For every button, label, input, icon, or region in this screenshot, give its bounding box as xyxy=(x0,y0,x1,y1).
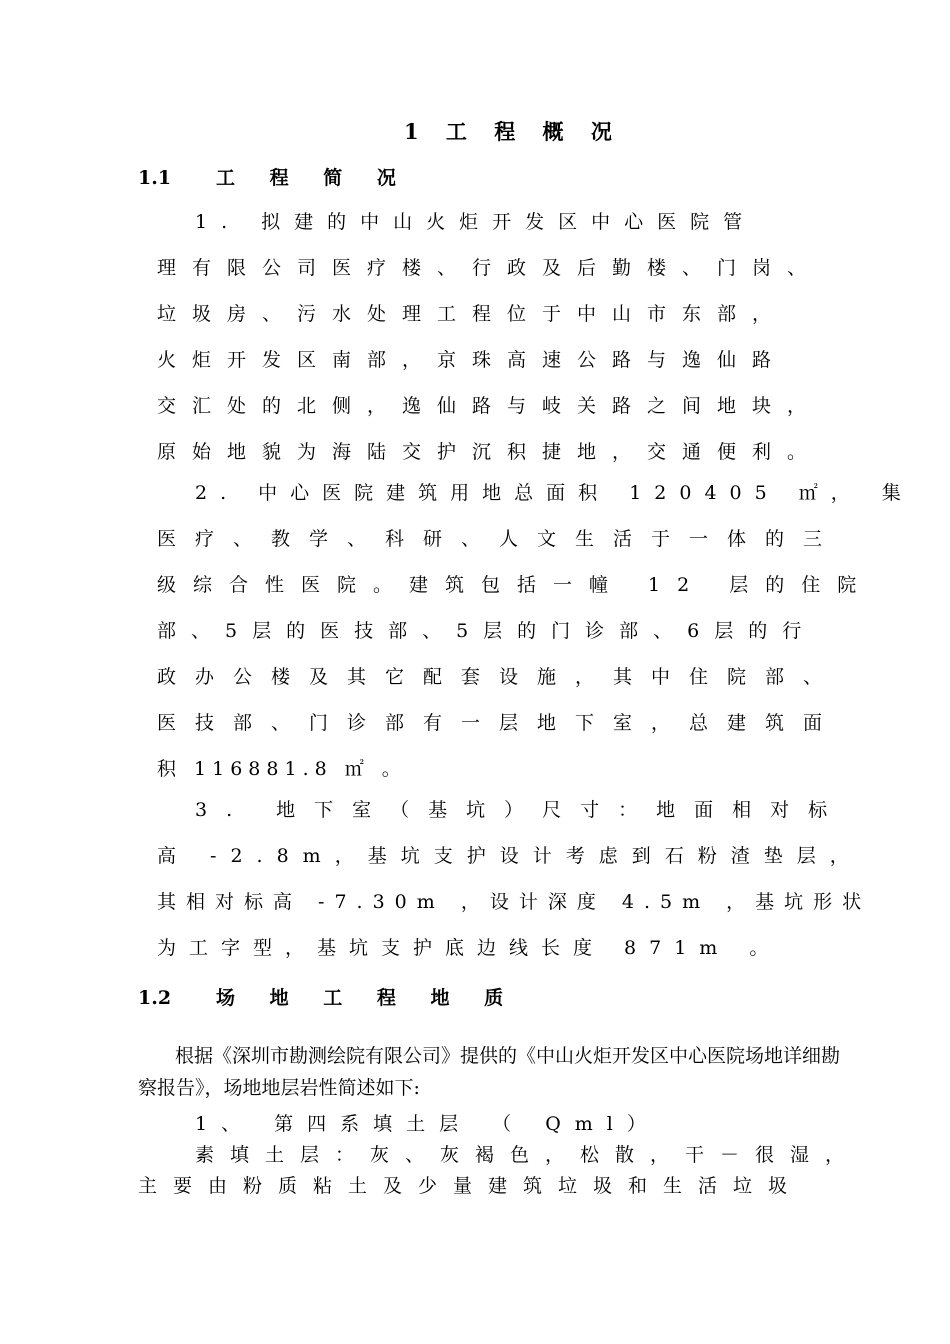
section-number: 1.2 xyxy=(138,987,172,1009)
section-number: 1.1 xyxy=(138,167,172,189)
paragraph-line: 医疗、教学、科研、人文生活于一体的三 xyxy=(157,528,842,550)
paragraph-line: 1、 第四系填土层 （ Qml） xyxy=(195,1113,660,1135)
section-heading-1-1 xyxy=(138,166,410,190)
paragraph-line: 其相对标高 -7.30m ，设计深度 4.5m ，基坑形状 xyxy=(157,891,872,913)
paragraph-line: 级综合性医院。建筑包括一幢 12 层的住院 xyxy=(157,574,874,596)
paragraph-line: 主要由粉质粘土及少量建筑垃圾和生活垃圾 xyxy=(138,1175,804,1197)
paragraph-line: 部、5层的医技部、5层的门诊部、6层的行 xyxy=(157,620,817,642)
paragraph-line: 2. 中心医院建筑用地总面积 120405 ㎡， 集 xyxy=(195,482,914,504)
paragraph-line: 为工字型，基坑支护底边线长度 871m 。 xyxy=(157,937,782,959)
paragraph-line: 1. 拟建的中山火炬开发区中心医院管 xyxy=(195,211,757,233)
paragraph-line: 火炬开发区南部，京珠高速公路与逸仙路 xyxy=(157,349,788,371)
paragraph-line: 垃圾房、污水处理工程位于中山市东部， xyxy=(157,303,788,325)
paragraph-line: 高 -2.8m，基坑支护设计考虑到石粉渣垫层， xyxy=(157,845,863,867)
paragraph-line: 3. 地下室（基坑）尺寸：地面相对标 xyxy=(195,799,847,821)
paragraph-line: 交汇处的北侧，逸仙路与岐关路之间地块， xyxy=(157,395,823,417)
section-heading-1-2 xyxy=(138,986,517,1010)
paragraph-line: 政办公楼及其它配套设施，其中住院部、 xyxy=(157,666,842,688)
paragraph-line: 医技部、门诊部有一层地下室，总建筑面 xyxy=(157,712,842,734)
paragraph-line: 积 116881.8 ㎡ 。 xyxy=(157,758,407,780)
paragraph-line: 素填土层：灰、灰褐色，松散，干－很湿， xyxy=(195,1144,861,1166)
paragraph-line: 理有限公司医疗楼、行政及后勤楼、门岗、 xyxy=(157,257,823,279)
paragraph-line: 察报告》，场地地层岩性简述如下: xyxy=(138,1077,420,1099)
chapter-heading: 1 工 程 概 况 xyxy=(404,119,622,144)
paragraph-line: 根据《深圳市勘测绘院有限公司》提供的《中山火炬开发区中心医院场地详细勘 xyxy=(175,1045,841,1067)
section-title: 场 地 工 程 地 质 xyxy=(216,987,518,1009)
section-title: 工 程 简 况 xyxy=(216,167,410,189)
paragraph-line: 原始地貌为海陆交护沉积捷地，交通便利。 xyxy=(157,441,823,463)
